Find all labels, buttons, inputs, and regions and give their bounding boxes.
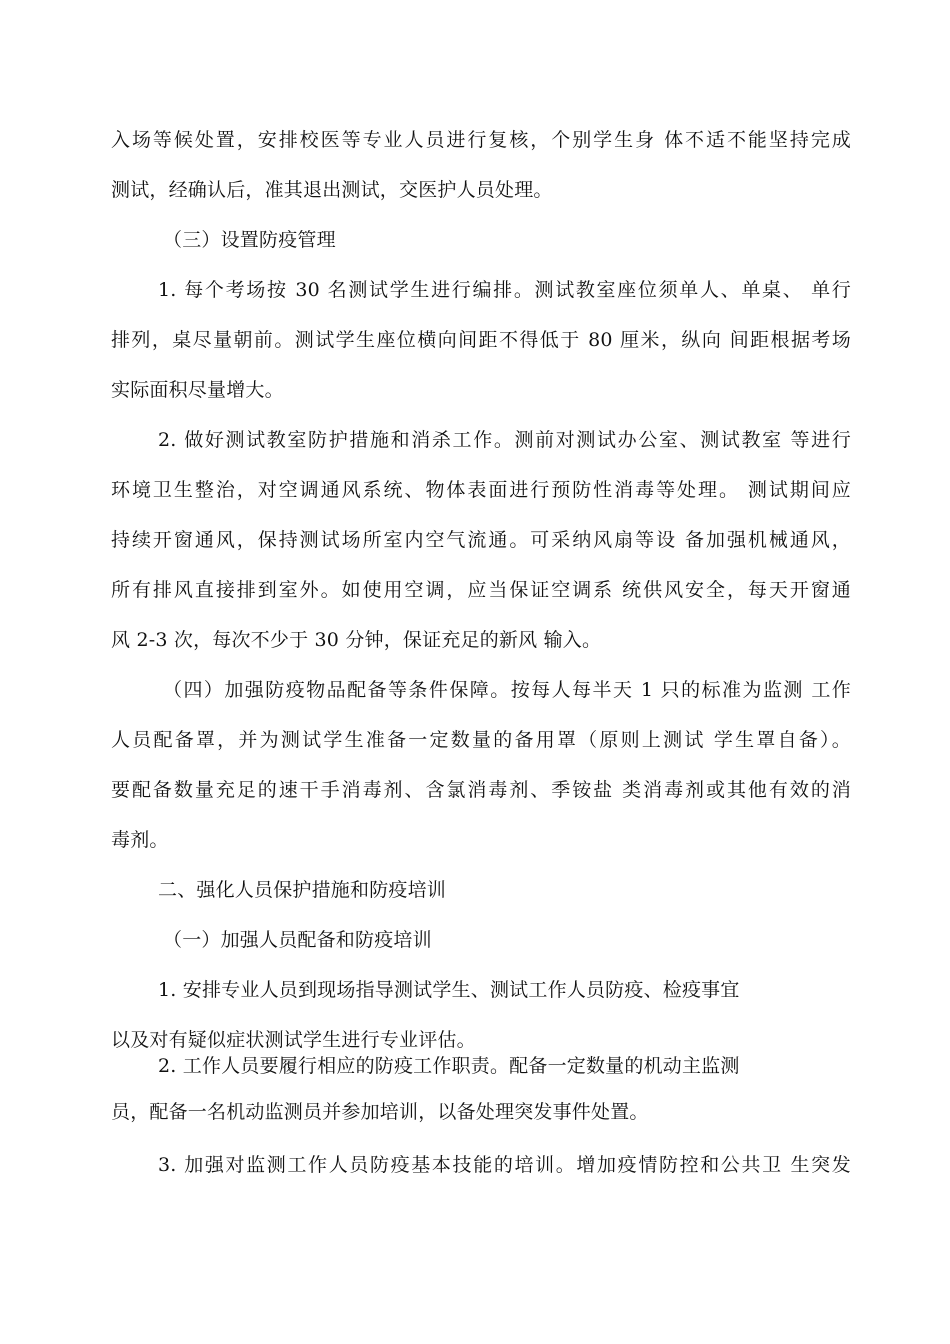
section-heading: （一）加强人员配备和防疫培训 <box>163 929 432 951</box>
section-heading: 二、强化人员保护措施和防疫培训 <box>158 879 447 901</box>
paragraph-line: 所有排风直接排到室外。如使用空调，应当保证空调系 统供风安全，每天开窗通 <box>111 579 851 601</box>
paragraph-line: （四）加强防疫物品配备等条件保障。按每人每半天 1 只的标准为监测 工作 <box>163 679 851 701</box>
paragraph-line: 2. 工作人员要履行相应的防疫工作职责。配备一定数量的机动主监测 <box>158 1055 740 1077</box>
paragraph-line: 要配备数量充足的速干手消毒剂、含氯消毒剂、季铵盐 类消毒剂或其他有效的消 <box>111 779 851 801</box>
paragraph-line: 测试，经确认后，准其退出测试，交医护人员处理。 <box>111 179 553 201</box>
paragraph-line: 环境卫生整治，对空调通风系统、物体表面进行预防性消毒等处理。 测试期间应 <box>111 479 851 501</box>
paragraph-line: 持续开窗通风，保持测试场所室内空气流通。可采纳风扇等设 备加强机械通风， <box>111 529 851 551</box>
paragraph-line: 以及对有疑似症状测试学生进行专业评估。 <box>111 1029 476 1051</box>
paragraph-line: 实际面积尽量增大。 <box>111 379 284 401</box>
paragraph-line: 3. 加强对监测工作人员防疫基本技能的培训。增加疫情防控和公共卫 生突发 <box>158 1154 851 1176</box>
paragraph-line: 2. 做好测试教室防护措施和消杀工作。测前对测试办公室、测试教室 等进行 <box>158 429 851 451</box>
paragraph-line: 入场等候处置，安排校医等专业人员进行复核，个别学生身 体不适不能坚持完成 <box>111 129 851 151</box>
paragraph-line: 人员配备罩，并为测试学生准备一定数量的备用罩（原则上测试 学生罩自备）。 <box>111 729 851 751</box>
paragraph-line: 排列，桌尽量朝前。测试学生座位横向间距不得低于 80 厘米，纵向 间距根据考场 <box>111 329 851 351</box>
paragraph-line: 1. 每个考场按 30 名测试学生进行编排。测试教室座位须单人、单桌、 单行 <box>158 279 851 301</box>
paragraph-line: 1. 安排专业人员到现场指导测试学生、测试工作人员防疫、检疫事宜 <box>158 979 740 1001</box>
paragraph-line: 员，配备一名机动监测员并参加培训，以备处理突发事件处置。 <box>111 1101 649 1123</box>
section-heading: （三）设置防疫管理 <box>163 229 336 251</box>
paragraph-line: 毒剂。 <box>111 829 169 851</box>
paragraph-line: 风 2-3 次，每次不少于 30 分钟，保证充足的新风 输入。 <box>111 629 602 651</box>
